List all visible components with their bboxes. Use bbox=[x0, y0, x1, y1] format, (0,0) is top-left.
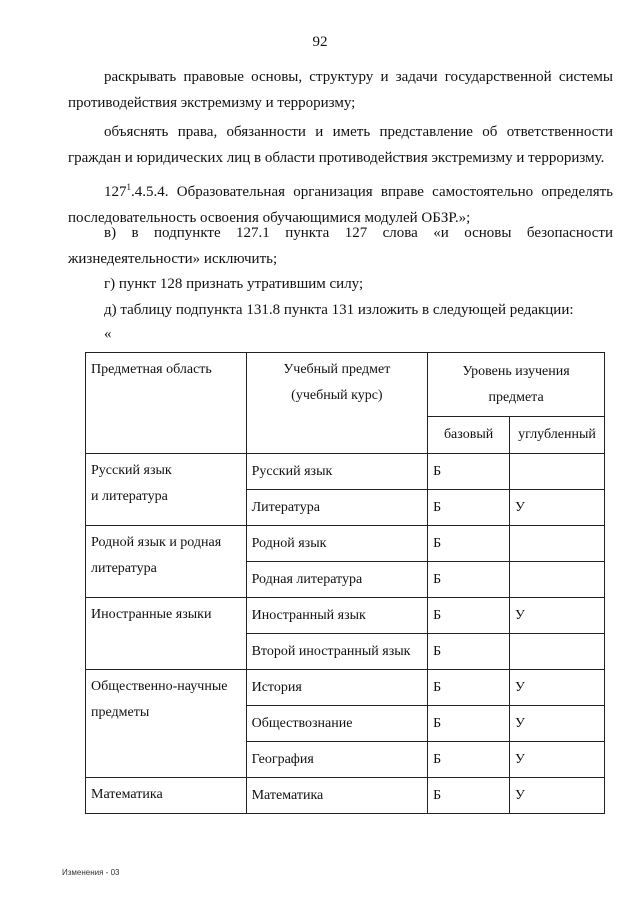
basic-level-cell: Б bbox=[428, 742, 510, 778]
area-line: Русский язык bbox=[91, 463, 172, 478]
basic-level-cell: Б bbox=[428, 454, 510, 490]
paragraph-line: последовательность освоения обучающимися модулей ОБЗР.»; bbox=[68, 210, 471, 226]
advanced-level-cell bbox=[510, 526, 605, 562]
paragraph-line: противодействия экстремизму и терроризму; bbox=[68, 95, 356, 111]
table-row bbox=[86, 526, 605, 562]
header-level bbox=[428, 353, 605, 417]
table-row bbox=[86, 778, 605, 814]
header-subject-line: (учебный курс) bbox=[291, 388, 383, 403]
paragraph-rights bbox=[68, 119, 613, 171]
area-cell bbox=[86, 526, 247, 598]
footer-note: Изменения - 03 bbox=[62, 868, 120, 877]
advanced-level-cell bbox=[510, 634, 605, 670]
advanced-level-cell: У bbox=[510, 742, 605, 778]
subject-cell: Литература bbox=[246, 490, 428, 526]
area-line: Родной язык и родная bbox=[91, 535, 222, 550]
table-row bbox=[86, 670, 605, 706]
basic-level-cell: Б bbox=[428, 778, 510, 814]
table-row bbox=[86, 598, 605, 634]
header-basic: базовый bbox=[428, 417, 510, 454]
area-cell bbox=[86, 598, 247, 670]
header-area: Предметная область bbox=[86, 353, 247, 454]
area-cell bbox=[86, 778, 247, 814]
advanced-level-cell: У bbox=[510, 778, 605, 814]
subject-cell: Родной язык bbox=[246, 526, 428, 562]
area-cell bbox=[86, 454, 247, 526]
area-line: предметы bbox=[91, 705, 150, 720]
advanced-level-cell: У bbox=[510, 490, 605, 526]
subject-cell: Иностранный язык bbox=[246, 598, 428, 634]
opening-quote: « bbox=[104, 326, 112, 342]
paragraph-legal-basis bbox=[68, 64, 613, 116]
paragraph-line: граждан и юридических лиц в области противодействия экстремизму и терроризму. bbox=[68, 150, 605, 166]
table-row bbox=[86, 454, 605, 490]
paragraph-line: жизнедеятельности» исключить; bbox=[68, 251, 278, 267]
subject-cell: Математика bbox=[246, 778, 428, 814]
subject-cell: Русский язык bbox=[246, 454, 428, 490]
paragraph-d: д) таблицу подпункта 131.8 пункта 131 изложить в следующей редакции: bbox=[104, 302, 574, 318]
header-subject-line: Учебный предмет bbox=[283, 362, 391, 377]
subject-cell: История bbox=[246, 670, 428, 706]
header-subject bbox=[246, 353, 428, 454]
paragraph-line: в) в подпункте 127.1 пункта 127 слова «и основы безопасности bbox=[104, 225, 613, 241]
header-level-line: предмета bbox=[488, 389, 544, 405]
advanced-level-cell bbox=[510, 562, 605, 598]
clause-number: 127 bbox=[104, 184, 127, 200]
subjects-table bbox=[85, 352, 605, 814]
subject-cell: Второй иностранный язык bbox=[246, 634, 428, 670]
basic-level-cell: Б bbox=[428, 706, 510, 742]
basic-level-cell: Б bbox=[428, 670, 510, 706]
paragraph-line: объяснять права, обязанности и иметь представление об ответственности bbox=[104, 124, 613, 140]
advanced-level-cell: У bbox=[510, 598, 605, 634]
advanced-level-cell: У bbox=[510, 670, 605, 706]
page-number: 92 bbox=[312, 34, 328, 50]
header-level-line: Уровень изучения bbox=[462, 363, 570, 379]
basic-level-cell: Б bbox=[428, 562, 510, 598]
subject-cell: Обществознание bbox=[246, 706, 428, 742]
area-cell bbox=[86, 670, 247, 778]
basic-level-cell: Б bbox=[428, 526, 510, 562]
paragraph-g: г) пункт 128 признать утратившим силу; bbox=[104, 276, 364, 292]
header-advanced: углубленный bbox=[510, 417, 605, 454]
area-line: Математика bbox=[91, 787, 163, 802]
area-line: и литература bbox=[91, 489, 168, 504]
area-line: Иностранные языки bbox=[91, 607, 212, 622]
subject-cell: Родная литература bbox=[246, 562, 428, 598]
area-line: Общественно-научные bbox=[91, 679, 228, 694]
paragraph-v bbox=[68, 220, 613, 272]
advanced-level-cell bbox=[510, 454, 605, 490]
clause-superscript: 1 bbox=[126, 182, 131, 192]
paragraph-line bbox=[68, 174, 613, 205]
area-line: литература bbox=[91, 561, 157, 576]
basic-level-cell: Б bbox=[428, 598, 510, 634]
subject-cell: География bbox=[246, 742, 428, 778]
paragraph-line: раскрывать правовые основы, структуру и задачи государственной системы bbox=[104, 69, 613, 85]
clause-text: .4.5.4. Образовательная организация вправе самостоятельно определять bbox=[131, 184, 613, 200]
basic-level-cell: Б bbox=[428, 490, 510, 526]
advanced-level-cell: У bbox=[510, 706, 605, 742]
basic-level-cell: Б bbox=[428, 634, 510, 670]
